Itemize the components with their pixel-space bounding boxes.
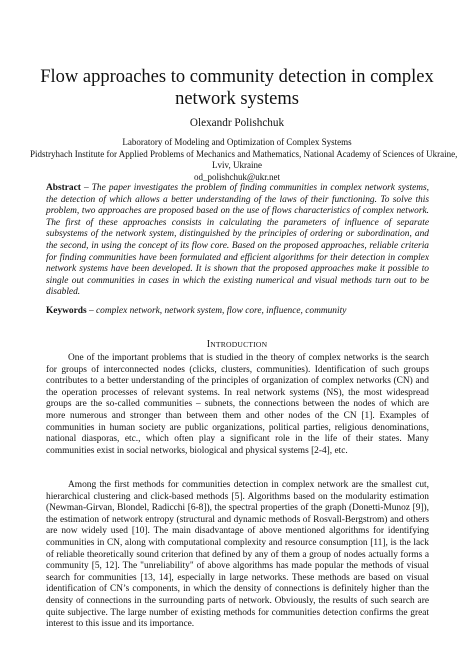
affiliation-lab: Laboratory of Modeling and Optimization of Complex Systems: [122, 137, 352, 147]
section-heading-introduction: [0, 339, 474, 351]
abstract-label: Abstract: [46, 183, 81, 193]
heading-initial: I: [206, 339, 211, 350]
abstract-paragraph: [46, 183, 429, 299]
affiliation-city: Lviv, Ukraine: [212, 160, 262, 171]
author-name: Olexandr Polishchuk: [189, 117, 285, 129]
keywords-label: Keywords: [46, 306, 87, 316]
intro-paragraph-2: Among the first methods for communities detection in complex network are the smallest cut, hierarchical clustering and click-based methods [5]. Algorithms based on the modularity estimation (Newman-Girvan, Blondel, Radicchi [6-8]), the spectral properties of the graph (Donetti-Munoz [9]), the estimation of network entropy (structural and dynamic methods of Rosvall-Bergstrom) and others are now widely used [10]. The main disadvantage of above mentioned algorithms for identifying communities in CN, along with computational complexity and resource consumption [11], is the lack of reliable theoretically sound criterion that defined by any of them a group of nodes actually forms a community [5, 12]. The "unreliability" of above algorithms has made popular the methods of visual search for communities [13, 14], especially in large networks. These methods are based on visual identification of CN’s components, in which the density of connections is definitely higher than the density of connections in the surrounding parts of network. Obviously, the results of such search are quite subjective. The large number of existing methods for communities detection confirms the great interest to this issue and its importance.: [46, 480, 429, 630]
keywords-text: complex network, network system, flow core, influence, community: [96, 306, 347, 316]
keywords-paragraph: [46, 306, 429, 318]
heading-rest: NTRODUCTION: [210, 340, 268, 349]
affiliation-institute: Pidstryhach Institute for Applied Problems of Mechanics and Mathematics, National Academy of Sciences of Ukraine,: [30, 148, 458, 159]
paper-title: Flow approaches to community detection in complex network systems: [40, 67, 434, 109]
abstract-separator: –: [80, 183, 92, 193]
intro-paragraph-1: One of the important problems that is studied in the theory of complex networks is the search for groups of interconnected nodes (clicks, clusters, communities). Identification of such groups contributes to a better understanding of the principles of organization of complex networks (CN) and the operation processes of relevant systems. In real network systems (NS), the most widespread groups are the so-called communities – subnets, the connections between the nodes of which are more numerous and stronger than between them and other nodes of the CN [1]. Examples of communities in human society are public organizations, political parties, religious denominations, national diasporas, etc., which often play a significant role in the life of their states. Many communities exist in social networks, biological and physical systems [2-4], etc.: [46, 353, 429, 456]
affiliation-block: [30, 137, 458, 184]
abstract-text: The paper investigates the problem of finding communities in complex network systems, the detection of which allows a better understanding of the laws of their functioning. To solve this problem, two approaches are proposed based on the use of flows characteristics of complex network. The first of these approaches consists in calculating the parameters of influence of separate subsystems of the network system, distinguished by the principles of ordering or subordination, and the second, in using the concept of its flow core. Based on the proposed approaches, reliable criteria for finding communities have been formulated and efficient algorithms for their detection in complex network systems have been developed. It is shown that the proposed approaches make it possible to single out communities in cases in which the existing numerical and visual methods turn out to be disabled.: [46, 183, 429, 298]
author-email: od_polishchuk@ukr.net: [193, 172, 281, 183]
keywords-separator: –: [86, 306, 96, 316]
